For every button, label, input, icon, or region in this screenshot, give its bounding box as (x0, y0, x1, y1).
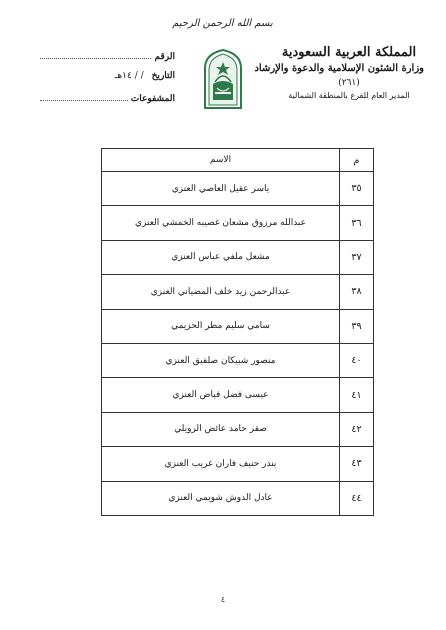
table-row (102, 206, 374, 240)
row-name: منصور شبيكان صلفيق العنزي (102, 343, 340, 377)
names-table (101, 148, 374, 516)
row-number: ٣٨ (340, 275, 374, 309)
row-name: عبدالله مرزوق مشعان غصيبه الخمشي العنزي (102, 206, 340, 240)
table-row (102, 447, 374, 481)
row-name: ياسر عقيل العاصي العنزي (102, 172, 340, 206)
row-number: ٤٣ (340, 447, 374, 481)
department-name: المدير العام للفرع بالمنطقة الشمالية (288, 91, 410, 100)
row-name: عبدالرحمن زيد خلف المضياني العنزي (102, 275, 340, 309)
row-number: ٣٧ (340, 240, 374, 274)
reference-field (40, 50, 151, 59)
attachments-row (40, 92, 175, 113)
row-name: بندر حنيف فاران غريب العنزي (102, 447, 340, 481)
date-row (40, 71, 175, 92)
row-name: عيسى فضل فياض العنزي (102, 378, 340, 412)
table-row (102, 172, 374, 206)
table-row (102, 481, 374, 515)
page-number: ٤ (220, 595, 226, 604)
ministry-name: وزارة الشئون الإسلامية والدعوة والإرشاد (254, 63, 424, 74)
row-number: ٣٦ (340, 206, 374, 240)
table-row (102, 343, 374, 377)
letterhead-left (40, 50, 175, 113)
row-name: صقر حامد عائض الرويلي (102, 412, 340, 446)
reference-row (40, 50, 175, 71)
attachments-label: المشفوعات (130, 94, 175, 104)
column-header-name: الاسم (102, 149, 340, 172)
office-code: (٢٦١) (338, 78, 360, 88)
letterhead-right (254, 44, 424, 102)
row-number: ٣٥ (340, 172, 374, 206)
row-number: ٣٩ (340, 309, 374, 343)
date-value: / / ١٤هـ (114, 71, 144, 81)
kingdom-name: المملكة العربية السعودية (281, 45, 417, 60)
table-row (102, 378, 374, 412)
row-name: سامي سليم مطر الحزيمي (102, 309, 340, 343)
date-label: التاريخ (151, 71, 175, 81)
basmala-text: بسم الله الرحمن الرحيم (172, 18, 273, 29)
row-number: ٤٤ (340, 481, 374, 515)
table-header-row (102, 149, 374, 172)
row-number: ٤١ (340, 378, 374, 412)
table-row (102, 275, 374, 309)
table-row (102, 240, 374, 274)
row-number: ٤٢ (340, 412, 374, 446)
table-row (102, 412, 374, 446)
attachments-field (40, 92, 128, 101)
column-header-number: م (340, 149, 374, 172)
reference-label: الرقم (154, 52, 175, 62)
ministry-emblem-icon (201, 48, 245, 110)
table-row (102, 309, 374, 343)
row-number: ٤٠ (340, 343, 374, 377)
row-name: مشعل ملفي عباس العنزي (102, 240, 340, 274)
row-name: عادل الدوش شويمي العنزي (102, 481, 340, 515)
